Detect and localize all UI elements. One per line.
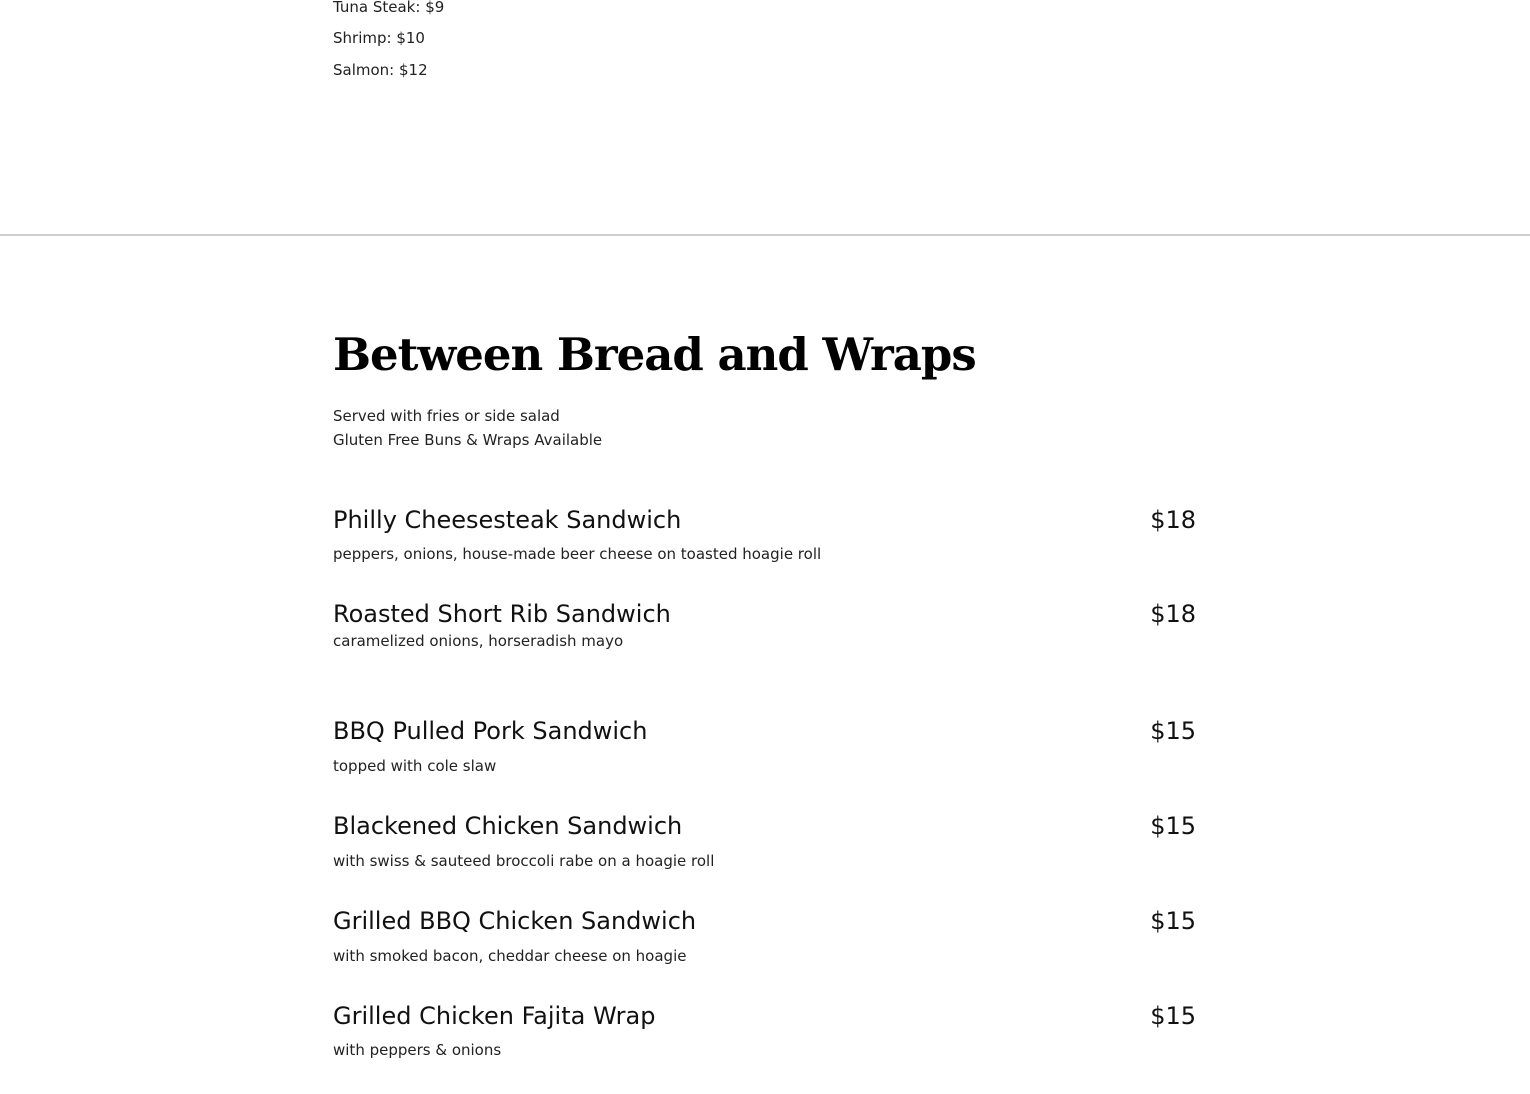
menu-item-price: $18 [1150,600,1196,628]
menu-item-name: Grilled Chicken Fajita Wrap [333,1002,656,1030]
addon-item-tuna: Tuna Steak: $9 [333,0,445,16]
menu-item-description: topped with cole slaw [333,757,497,775]
section-title: Between Bread and Wraps [333,328,976,381]
menu-item-description: caramelized onions, horseradish mayo [333,632,624,650]
menu-item-price: $15 [1150,717,1196,745]
menu-item-name: Roasted Short Rib Sandwich [333,600,671,628]
section-note-sides: Served with fries or side salad [333,407,560,425]
menu-item-name: Philly Cheesesteak Sandwich [333,506,682,534]
menu-item-price: $18 [1150,506,1196,534]
menu-item-description: with swiss & sauteed broccoli rabe on a hoagie roll [333,852,715,870]
menu-item-price: $15 [1150,812,1196,840]
addon-item-salmon: Salmon: $12 [333,61,428,79]
menu-item-name: BBQ Pulled Pork Sandwich [333,717,648,745]
section-divider [0,234,1530,236]
menu-item-price: $15 [1150,907,1196,935]
menu-item-description: with smoked bacon, cheddar cheese on hoagie [333,947,687,965]
menu-item-description: peppers, onions, house-made beer cheese on toasted hoagie roll [333,545,822,563]
menu-item-price: $15 [1150,1002,1196,1030]
menu-item-name: Grilled BBQ Chicken Sandwich [333,907,697,935]
menu-item-name: Blackened Chicken Sandwich [333,812,683,840]
menu-item-description: with peppers & onions [333,1041,502,1059]
addon-item-shrimp: Shrimp: $10 [333,29,425,47]
section-note-gluten-free: Gluten Free Buns & Wraps Available [333,431,603,449]
